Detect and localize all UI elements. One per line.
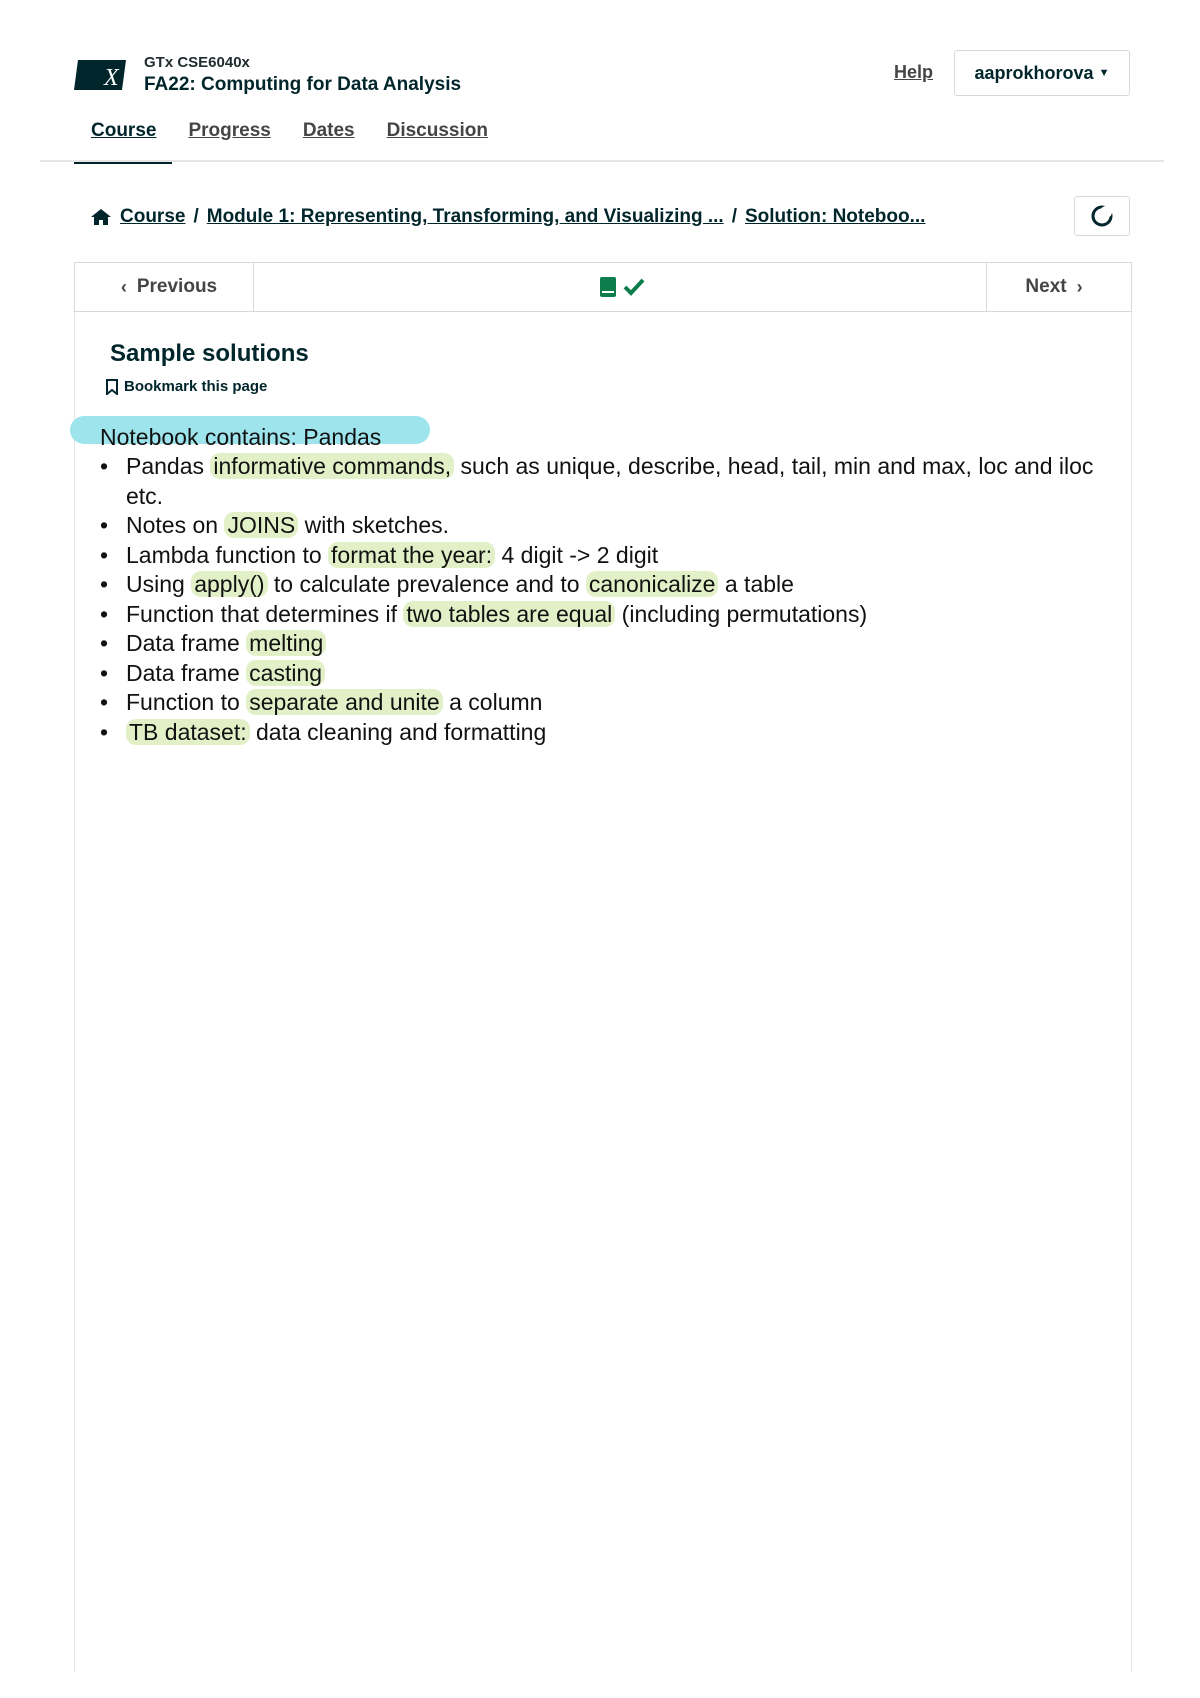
breadcrumb-separator: /: [193, 206, 199, 227]
svg-text:X: X: [104, 65, 119, 91]
breadcrumb-separator: /: [731, 206, 737, 227]
course-tabs: [74, 112, 504, 164]
next-button[interactable]: [986, 263, 1131, 311]
header-divider: [40, 160, 1164, 162]
tab-dates[interactable]: Dates: [302, 120, 355, 141]
tab-discussion[interactable]: Discussion: [386, 120, 488, 141]
bookmark-button[interactable]: [106, 378, 267, 395]
list-item: • Function that determines if two tables are equal (including permutations): [100, 600, 1100, 630]
bookmark-label: Bookmark this page: [124, 378, 268, 395]
user-menu-button[interactable]: [954, 50, 1130, 96]
list-item: • Data frame casting: [100, 659, 1100, 689]
unit-title: Sample solutions: [110, 340, 309, 367]
list-item: • Data frame melting: [100, 629, 1100, 659]
home-icon[interactable]: [90, 208, 112, 226]
list-item: • Using apply() to calculate prevalence and to canonicalize a table: [100, 570, 1100, 600]
breadcrumb-course[interactable]: Course: [120, 206, 186, 227]
chevron-right-icon: ›: [1076, 276, 1083, 297]
tab-course[interactable]: Course: [74, 112, 172, 164]
next-label: Next: [1025, 276, 1067, 297]
edx-logo-icon[interactable]: [74, 58, 130, 92]
previous-button[interactable]: [75, 263, 254, 311]
breadcrumb-unit[interactable]: Solution: Noteboo...: [744, 206, 926, 227]
sequence-navigation: [74, 262, 1132, 312]
notes-heading: Notebook contains: Pandas: [100, 424, 382, 450]
list-item: • Lambda function to format the year: 4 digit -> 2 digit: [100, 541, 1100, 571]
tab-progress[interactable]: Progress: [188, 120, 271, 141]
breadcrumb: [90, 206, 925, 228]
bookmark-icon: [106, 379, 118, 395]
theme-toggle-button[interactable]: [1074, 196, 1130, 236]
help-link[interactable]: Help: [894, 62, 934, 82]
list-item: • TB dataset: data cleaning and formatting: [100, 718, 1100, 748]
previous-label: Previous: [136, 276, 218, 297]
unit-button[interactable]: [599, 276, 645, 298]
list-item: • Function to separate and unite a column: [100, 688, 1100, 718]
chevron-left-icon: ‹: [120, 276, 127, 297]
chevron-down-icon: ▼: [1098, 67, 1110, 79]
check-icon: [623, 277, 645, 297]
notes-list: [100, 452, 1100, 747]
breadcrumb-module[interactable]: Module 1: Representing, Transforming, and Visualizing ...: [206, 206, 724, 227]
list-item: • Notes on JOINS with sketches.: [100, 511, 1100, 541]
list-item: • Pandas informative commands, such as unique, describe, head, tail, min and max, loc and iloc etc.: [100, 452, 1100, 511]
moon-icon: [1090, 204, 1114, 228]
username: aaprokhorova: [974, 62, 1094, 83]
course-org: GTx CSE6040x: [144, 54, 250, 71]
course-title: FA22: Computing for Data Analysis: [144, 74, 462, 95]
book-icon: [599, 276, 617, 298]
